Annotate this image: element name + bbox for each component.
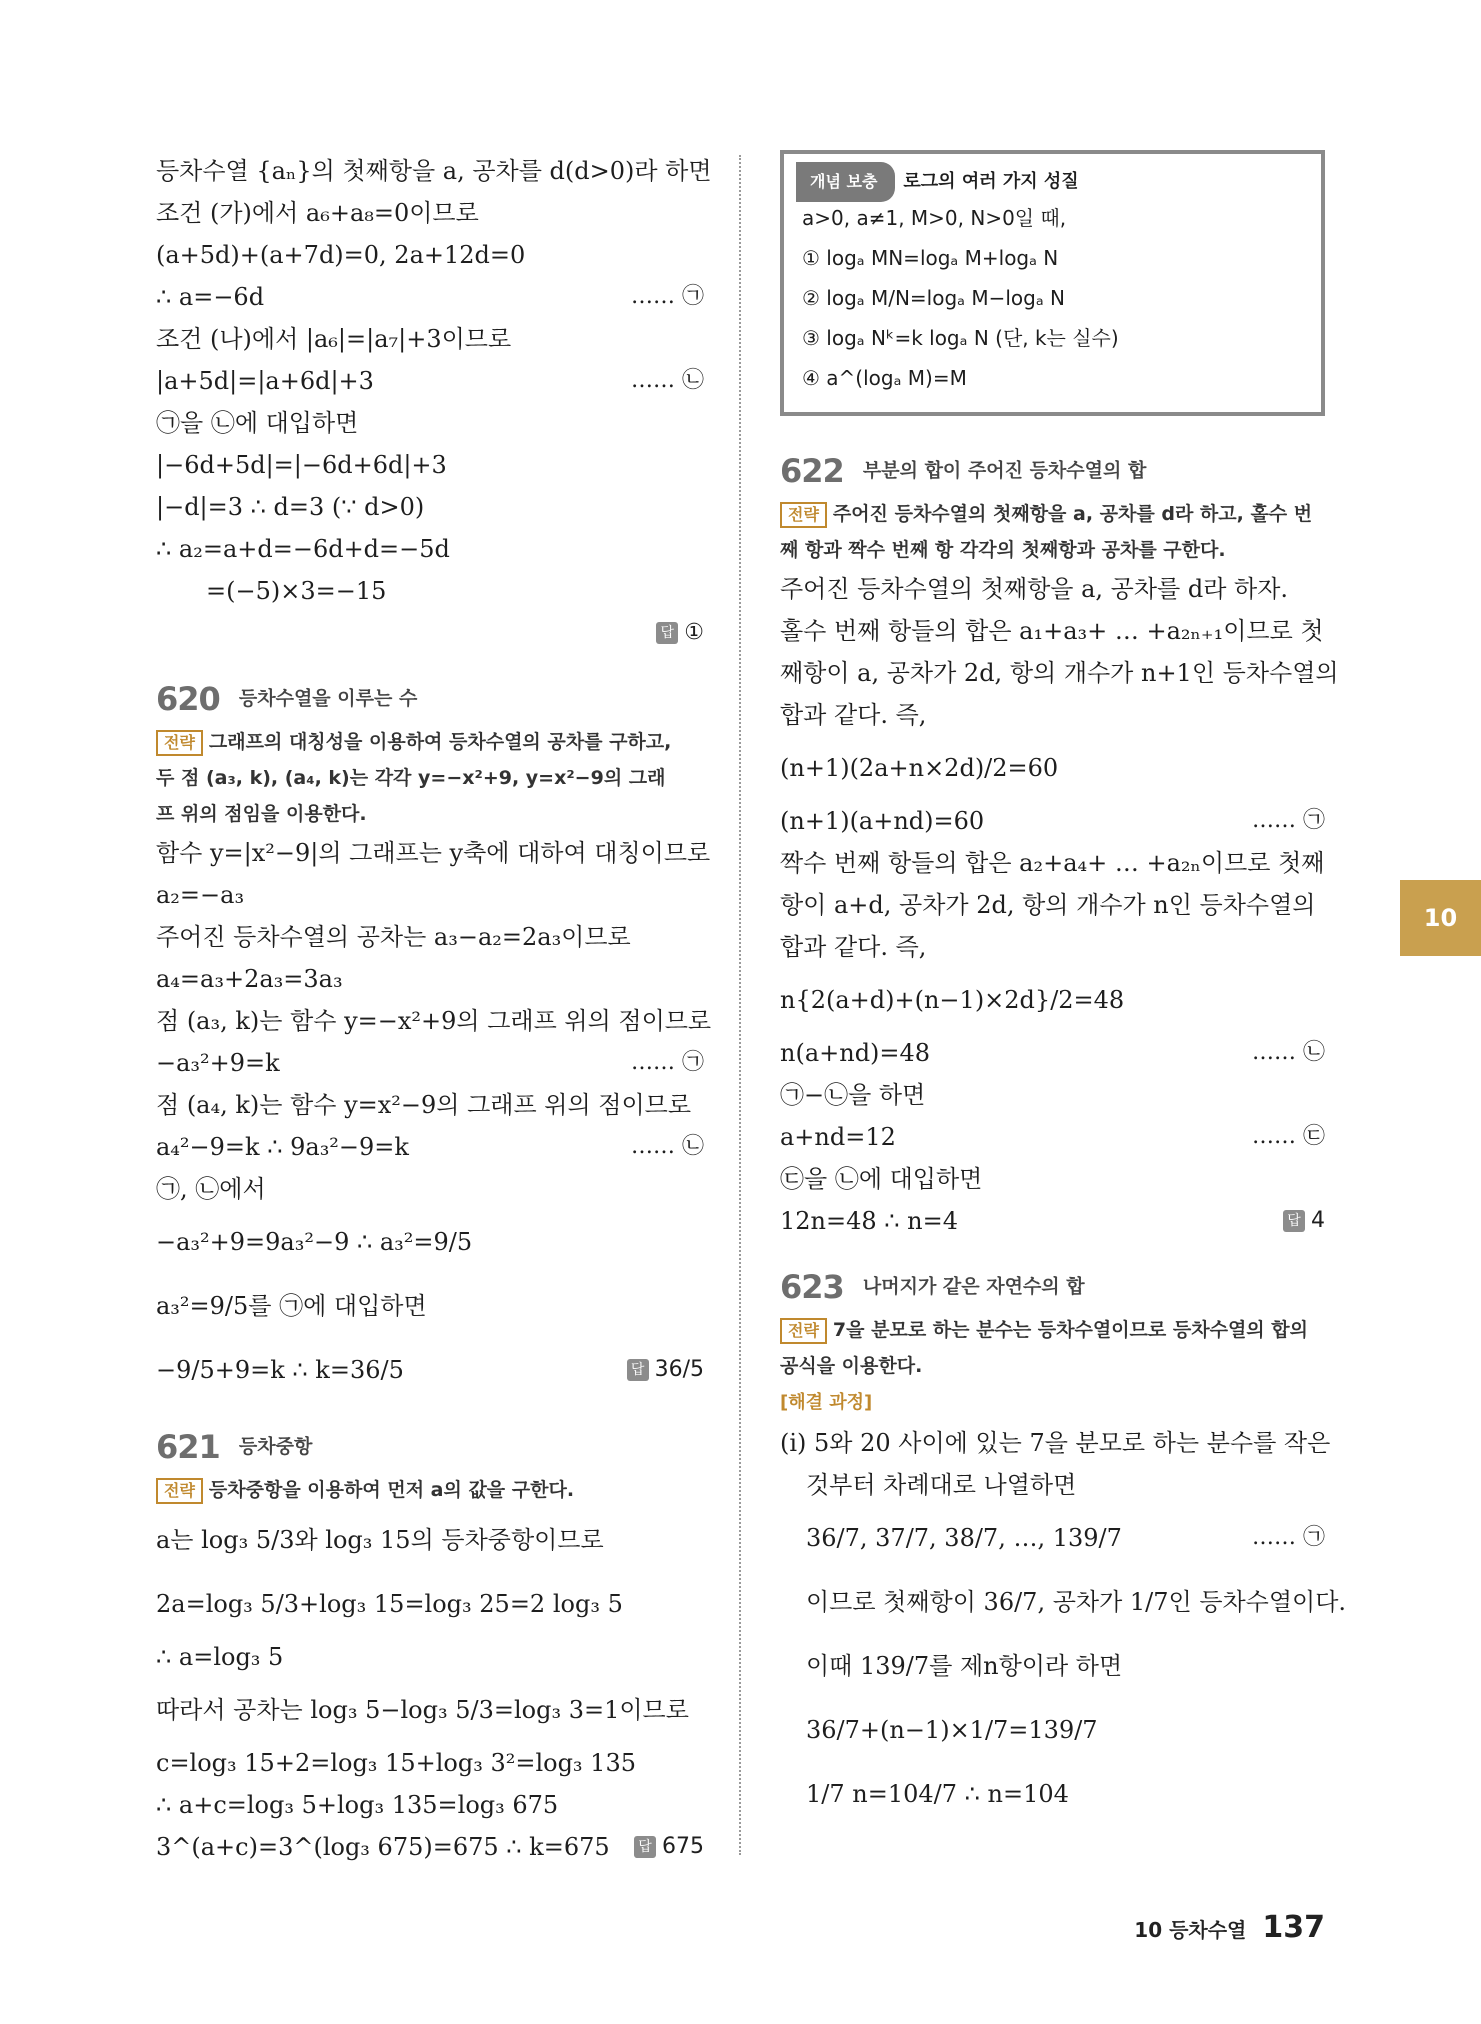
answer-value: ① — [684, 620, 704, 645]
text-line: ∴ a+c=log₃ 5+log₃ 135=log₃ 675 — [156, 1791, 559, 1819]
equation-line — [156, 276, 704, 318]
text-line: 등차수열 {aₙ}의 첫째항을 a, 공차를 d(d>0)라 하면 — [156, 157, 712, 185]
footer-chapter: 10 등차수열 — [1134, 1918, 1247, 1942]
text-line: ㉢을 ㉡에 대입하면 — [780, 1165, 983, 1193]
concept-box-header — [802, 162, 1303, 198]
text-line: =(−5)×3=−15 — [206, 577, 387, 605]
concept-box — [780, 150, 1325, 416]
strategy-badge: 전략 — [156, 1478, 203, 1504]
text-line: 2a=log₃ 5/3+log₃ 15=log₃ 25=2 log₃ 5 — [156, 1590, 623, 1618]
text-line: |−d|=3 ∴ d=3 (∵ d>0) — [156, 493, 425, 521]
equation-line — [156, 1338, 704, 1402]
section-621-header — [156, 1420, 704, 1472]
strategy-text: 등차중항을 이용하여 먼저 a의 값을 구한다. — [208, 1479, 575, 1501]
answer-value: 675 — [662, 1834, 704, 1859]
equation-text: a+nd=12 — [780, 1123, 896, 1151]
answer — [627, 1338, 704, 1402]
text-line: a₄=a₃+2a₃=3a₃ — [156, 965, 343, 993]
equation-line — [156, 1826, 704, 1868]
text-line: ㉠−㉡을 하면 — [780, 1081, 926, 1109]
text-line: 합과 같다. 즉, — [780, 933, 927, 961]
text-line: 홀수 번째 항들의 합은 a₁+a₃+ … +a₂ₙ₊₁이므로 첫 — [780, 617, 1324, 645]
concept-line: ① logₐ MN=logₐ M+logₐ N — [802, 246, 1059, 270]
strategy-line — [156, 724, 704, 760]
equation-marker: …… ㉡ — [1252, 1040, 1325, 1065]
strategy-text: 7을 분모로 하는 분수는 등차수열이므로 등차수열의 합의 — [832, 1319, 1308, 1341]
equation-text: 36/7, 37/7, 38/7, …, 139/7 — [806, 1524, 1122, 1552]
equation-line — [780, 800, 1325, 842]
equation-line — [156, 360, 704, 402]
text-line: 따라서 공차는 log₃ 5−log₃ 5/3=log₃ 3=1이므로 — [156, 1696, 689, 1724]
equation-marker: …… ㉠ — [631, 284, 704, 309]
equation-marker: …… ㉡ — [631, 368, 704, 393]
equation-text: (n+1)(a+nd)=60 — [780, 807, 985, 835]
text-line: |−6d+5d|=|−6d+6d|+3 — [156, 451, 447, 479]
concept-line: a>0, a≠1, M>0, N>0일 때, — [802, 206, 1067, 230]
section-title: 나머지가 같은 자연수의 합 — [862, 1275, 1085, 1298]
answer-icon: 답 — [1283, 1210, 1305, 1232]
equation-text: −9/5+9=k ∴ k=36/5 — [156, 1356, 404, 1384]
text-line: a₂=−a₃ — [156, 881, 245, 909]
text-line: 주어진 등차수열의 첫째항을 a, 공차를 d라 하자. — [780, 575, 1289, 603]
equation-line — [780, 1116, 1325, 1158]
answer — [634, 1826, 704, 1868]
equation-text: n(a+nd)=48 — [780, 1039, 931, 1067]
text-line: 이므로 첫째항이 36/7, 공차가 1/7인 등차수열이다. — [806, 1588, 1347, 1616]
answer — [656, 612, 704, 654]
text-line: ∴ a=log₃ 5 — [156, 1643, 284, 1671]
text-line: n{2(a+d)+(n−1)×2d}/2=48 — [780, 986, 1125, 1014]
equation-marker: …… ㉠ — [1252, 808, 1325, 833]
concept-line: ④ a^(logₐ M)=M — [802, 366, 967, 390]
equation-line — [780, 1200, 1325, 1242]
text-line: c=log₃ 15+2=log₃ 15+log₃ 3²=log₃ 135 — [156, 1749, 636, 1777]
text-line: 36/7+(n−1)×1/7=139/7 — [806, 1716, 1098, 1744]
section-622-header — [780, 444, 1325, 496]
page-footer — [1134, 1910, 1325, 1945]
section-number: 623 — [780, 1267, 844, 1306]
section-number: 622 — [780, 451, 844, 490]
text-line: a₃²=9/5를 ㉠에 대입하면 — [156, 1292, 427, 1320]
text-line: 째항이 a, 공차가 2d, 항의 개수가 n+1인 등차수열의 — [780, 659, 1339, 687]
strategy-badge: 전략 — [156, 730, 203, 756]
equation-text: 3^(a+c)=3^(log₃ 675)=675 ∴ k=675 — [156, 1833, 610, 1861]
strategy-badge: 전략 — [780, 502, 827, 528]
strategy-line — [780, 1312, 1325, 1348]
text-line: 함수 y=|x²−9|의 그래프는 y축에 대하여 대칭이므로 — [156, 839, 711, 867]
column-divider — [739, 155, 741, 1855]
strategy-line: 공식을 이용한다. — [780, 1355, 923, 1377]
equation-text: 12n=48 ∴ n=4 — [780, 1207, 959, 1235]
chapter-tab: 10 — [1400, 880, 1481, 956]
equation-text: −a₃²+9=k — [156, 1049, 280, 1077]
text-line: −a₃²+9=9a₃²−9 ∴ a₃²=9/5 — [156, 1228, 473, 1256]
text-line: 합과 같다. 즉, — [780, 701, 927, 729]
text-line: ㉠, ㉡에서 — [156, 1175, 266, 1203]
equation-text: |a+5d|=|a+6d|+3 — [156, 367, 374, 395]
concept-line: ③ logₐ Nᵏ=k logₐ N (단, k는 실수) — [802, 326, 1119, 350]
text-line: (a+5d)+(a+7d)=0, 2a+12d=0 — [156, 241, 526, 269]
page-number: 137 — [1262, 1910, 1325, 1945]
text-line: 1/7 n=104/7 ∴ n=104 — [806, 1780, 1069, 1808]
answer-icon: 답 — [634, 1836, 656, 1858]
strategy-text: 주어진 등차수열의 첫째항을 a, 공차를 d라 하고, 홀수 번 — [832, 503, 1313, 525]
equation-line — [780, 1506, 1325, 1570]
text-line: 조건 (가)에서 a₆+a₈=0이므로 — [156, 199, 479, 227]
equation-line — [156, 1042, 704, 1084]
text-line: 것부터 차례대로 나열하면 — [806, 1471, 1077, 1499]
left-column — [156, 150, 712, 1868]
answer-value: 36/5 — [654, 1357, 704, 1382]
equation-text: ∴ a=−6d — [156, 283, 265, 311]
strategy-line — [156, 1472, 704, 1508]
equation-marker: …… ㉢ — [1252, 1124, 1325, 1149]
text-line: (n+1)(2a+n×2d)/2=60 — [780, 754, 1059, 782]
strategy-badge: 전략 — [780, 1318, 827, 1344]
text-line: 짝수 번째 항들의 합은 a₂+a₄+ … +a₂ₙ이므로 첫째 — [780, 849, 1325, 877]
strategy-line: 프 위의 점임을 이용한다. — [156, 803, 367, 825]
answer-icon: 답 — [627, 1359, 649, 1381]
section-title: 등차수열을 이루는 수 — [238, 687, 418, 710]
text-line: 조건 (나)에서 |a₆|=|a₇|+3이므로 — [156, 325, 512, 353]
equation-line — [156, 1126, 704, 1168]
resolve-heading: [해결 과정] — [780, 1392, 873, 1413]
answer-value: 4 — [1311, 1208, 1325, 1233]
equation-line — [780, 1032, 1325, 1074]
text-line: a는 log₃ 5/3와 log₃ 15의 등차중항이므로 — [156, 1526, 604, 1554]
strategy-text: 그래프의 대칭성을 이용하여 등차수열의 공차를 구하고, — [208, 731, 672, 753]
right-column — [780, 150, 1347, 1826]
section-620-header — [156, 672, 704, 724]
answer — [1283, 1200, 1325, 1242]
strategy-line: 두 점 (a₃, k), (a₄, k)는 각각 y=−x²+9, y=x²−9의 그래 — [156, 767, 666, 789]
text-line: ㉠을 ㉡에 대입하면 — [156, 409, 359, 437]
strategy-line — [780, 496, 1325, 532]
text-line: 항이 a+d, 공차가 2d, 항의 개수가 n인 등차수열의 — [780, 891, 1316, 919]
concept-badge: 개념 보충 — [796, 162, 895, 202]
text-line: 점 (a₄, k)는 함수 y=x²−9의 그래프 위의 점이므로 — [156, 1091, 692, 1119]
text-line: 주어진 등차수열의 공차는 a₃−a₂=2a₃이므로 — [156, 923, 631, 951]
answer-icon: 답 — [656, 622, 678, 644]
concept-line: ② logₐ M/N=logₐ M−logₐ N — [802, 286, 1066, 310]
section-number: 621 — [156, 1427, 220, 1466]
section-title: 부분의 합이 주어진 등차수열의 합 — [862, 459, 1147, 482]
section-623-header — [780, 1260, 1325, 1312]
concept-title: 로그의 여러 가지 성질 — [903, 171, 1079, 192]
text-line: 점 (a₃, k)는 함수 y=−x²+9의 그래프 위의 점이므로 — [156, 1007, 712, 1035]
section-number: 620 — [156, 679, 220, 718]
equation-text: a₄²−9=k ∴ 9a₃²−9=k — [156, 1133, 409, 1161]
text-line: ∴ a₂=a+d=−6d+d=−5d — [156, 535, 450, 563]
text-line: 이때 139/7를 제n항이라 하면 — [806, 1652, 1123, 1680]
strategy-line: 째 항과 짝수 번째 항 각각의 첫째항과 공차를 구한다. — [780, 539, 1226, 561]
text-line: (i) 5와 20 사이에 있는 7을 분모로 하는 분수를 작은 — [780, 1429, 1331, 1457]
equation-marker: …… ㉠ — [1252, 1525, 1325, 1550]
equation-marker: …… ㉠ — [631, 1050, 704, 1075]
section-title: 등차중항 — [238, 1435, 313, 1458]
answer-line — [156, 612, 704, 654]
equation-marker: …… ㉡ — [631, 1134, 704, 1159]
